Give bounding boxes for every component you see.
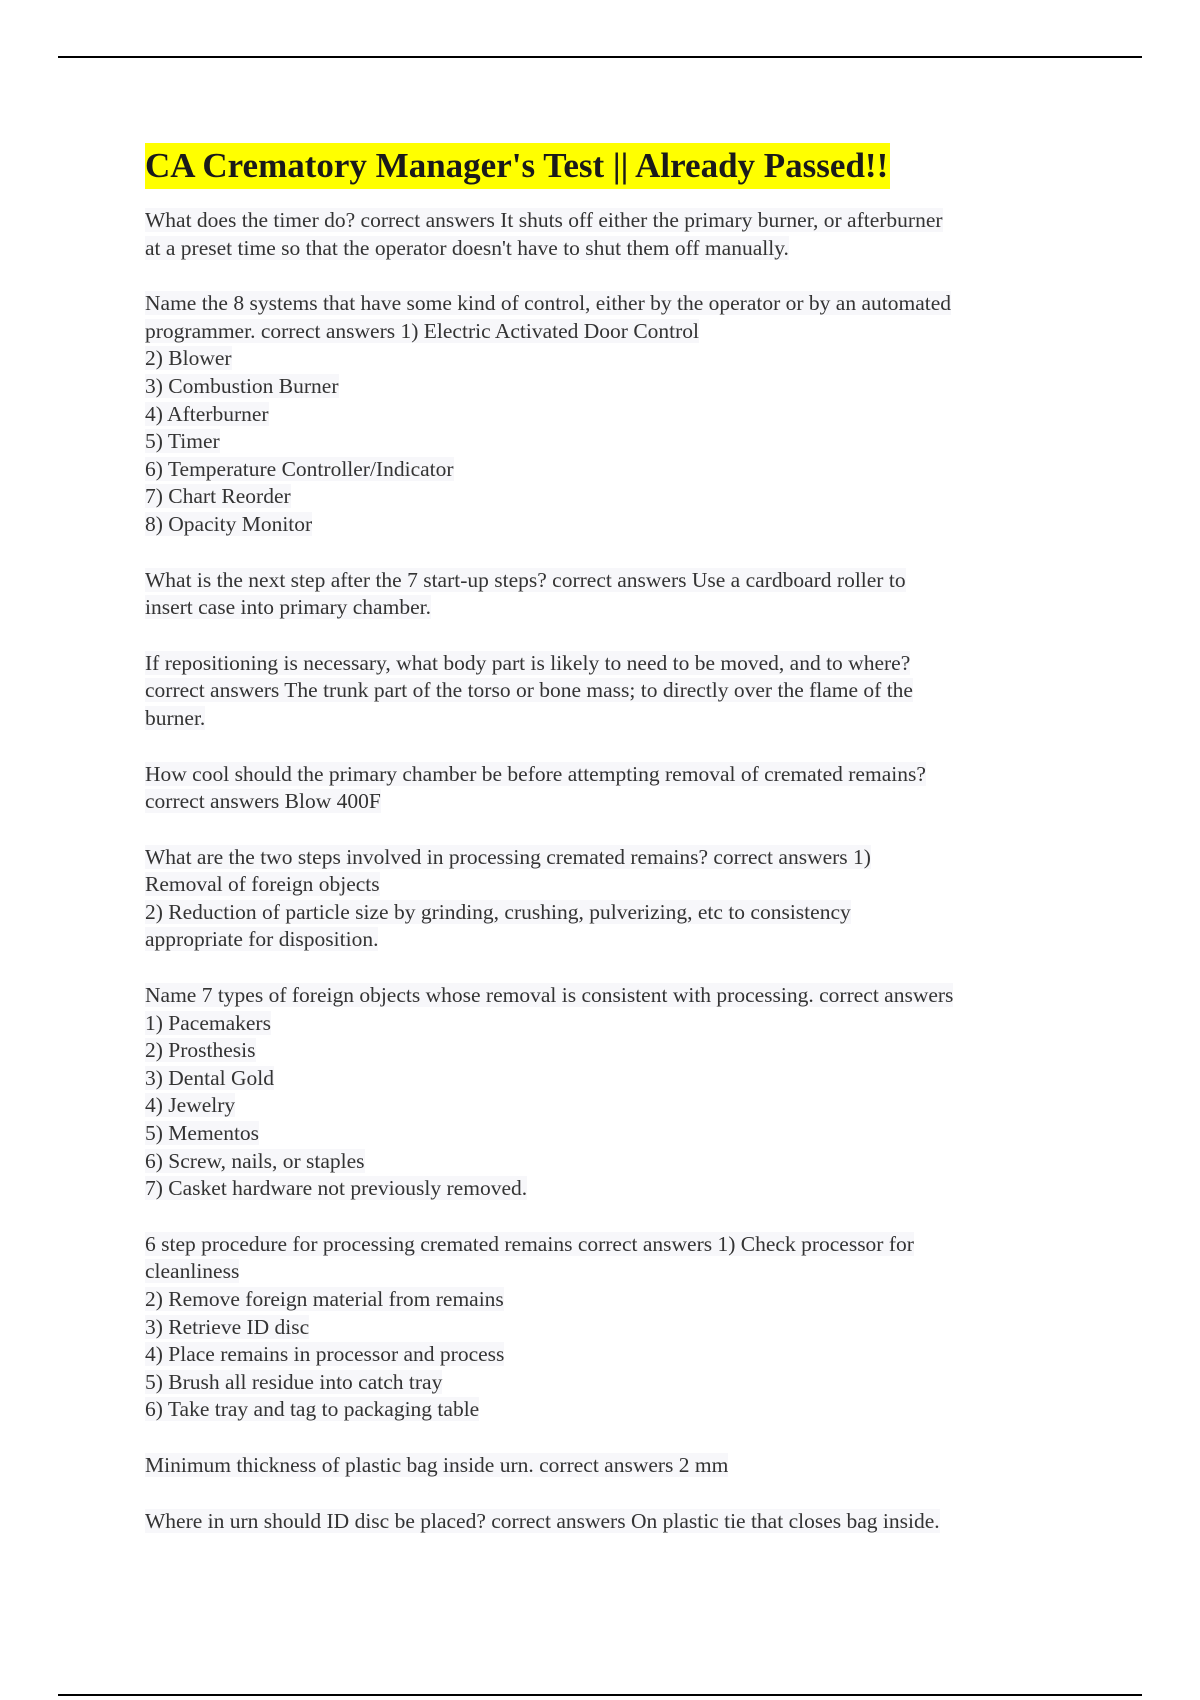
qa-line-text: cleanliness (145, 1259, 240, 1284)
qa-line (145, 1092, 1085, 1120)
qa-line (145, 650, 1085, 678)
qa-line-text: What is the next step after the 7 start-up steps? correct answers Use a cardboard roller to (145, 567, 906, 592)
qa-item (145, 290, 1085, 538)
qa-line-text: What does the timer do? correct answers It shuts off either the primary burner, or afterburner (145, 208, 943, 232)
qa-line (145, 1231, 1085, 1259)
qa-line-text: at a preset time so that the operator doesn't have to shut them off manually. (145, 235, 789, 260)
qa-line (145, 456, 1085, 484)
qa-line-text: Name 7 types of foreign objects whose removal is consistent with processing. correct answers (145, 983, 954, 1008)
qa-line (145, 483, 1085, 511)
qa-line-text: 3) Retrieve ID disc (145, 1314, 310, 1339)
qa-line (145, 1341, 1085, 1369)
qa-line-text: 4) Jewelry (145, 1093, 236, 1118)
qa-line-text: insert case into primary chamber. (145, 595, 431, 620)
qa-line (145, 594, 1085, 622)
qa-item (145, 1231, 1085, 1424)
qa-line (145, 401, 1085, 429)
qa-item (145, 1508, 1085, 1536)
qa-line-text: 6) Screw, nails, or staples (145, 1148, 365, 1173)
qa-line (145, 428, 1085, 456)
qa-line (145, 1065, 1085, 1093)
qa-line (145, 1508, 1085, 1536)
qa-line (145, 705, 1085, 733)
qa-line-text: Minimum thickness of plastic bag inside urn. correct answers 2 mm (145, 1452, 729, 1477)
qa-line (145, 1452, 1085, 1480)
qa-line-text: Where in urn should ID disc be placed? correct answers On plastic tie that closes bag inside. (145, 1508, 940, 1533)
qa-line-text: How cool should the primary chamber be before attempting removal of cremated remains? (145, 761, 926, 786)
qa-line-text: 5) Mementos (145, 1121, 260, 1146)
qa-line (145, 1037, 1085, 1065)
qa-line (145, 373, 1085, 401)
qa-line-text: correct answers Blow 400F (145, 789, 381, 814)
document-body (145, 143, 1085, 1563)
qa-line-text: 6 step procedure for processing cremated remains correct answers 1) Check processor for (145, 1231, 914, 1256)
qa-line (145, 982, 1085, 1010)
qa-line (145, 511, 1085, 539)
qa-line-text: 1) Pacemakers (145, 1010, 271, 1035)
qa-line (145, 1369, 1085, 1397)
qa-line (145, 1148, 1085, 1176)
qa-list (145, 207, 1085, 1535)
qa-line (145, 1120, 1085, 1148)
qa-line-text: 3) Dental Gold (145, 1065, 274, 1090)
qa-line (145, 677, 1085, 705)
qa-line (145, 1258, 1085, 1286)
qa-item (145, 982, 1085, 1203)
qa-line-text: 7) Casket hardware not previously removed. (145, 1176, 528, 1201)
qa-line-text: 2) Reduction of particle size by grinding, crushing, pulverizing, etc to consistency (145, 899, 851, 924)
qa-line (145, 899, 1085, 927)
qa-line-text: 4) Place remains in processor and process (145, 1342, 505, 1367)
qa-line-text: 7) Chart Reorder (145, 484, 291, 509)
top-rule (58, 56, 1142, 58)
qa-line-text: appropriate for disposition. (145, 927, 379, 952)
qa-line (145, 1175, 1085, 1203)
qa-line-text: 2) Blower (145, 346, 232, 371)
qa-line (145, 567, 1085, 595)
qa-line-text: correct answers The trunk part of the torso or bone mass; to directly over the flame of the (145, 678, 913, 703)
qa-line-text: burner. (145, 705, 206, 730)
bottom-rule (58, 1694, 1142, 1696)
qa-line (145, 871, 1085, 899)
qa-line-text: 5) Timer (145, 429, 220, 454)
qa-item (145, 650, 1085, 733)
qa-line-text: Removal of foreign objects (145, 872, 380, 897)
qa-line-text: 2) Prosthesis (145, 1038, 256, 1063)
qa-line (145, 290, 1085, 318)
qa-line (145, 926, 1085, 954)
qa-item (145, 844, 1085, 954)
qa-line (145, 235, 1085, 263)
qa-line-text: Name the 8 systems that have some kind of control, either by the operator or by an automated (145, 291, 952, 316)
qa-line-text: 2) Remove foreign material from remains (145, 1287, 504, 1311)
qa-item (145, 761, 1085, 816)
qa-line-text: 5) Brush all residue into catch tray (145, 1369, 443, 1394)
qa-line-text: 6) Take tray and tag to packaging table (145, 1397, 480, 1422)
qa-item (145, 207, 1085, 262)
qa-line-text: 6) Temperature Controller/Indicator (145, 456, 454, 481)
qa-line (145, 1010, 1085, 1038)
qa-line-text: 4) Afterburner (145, 401, 269, 426)
qa-line (145, 844, 1085, 872)
qa-line-text: programmer. correct answers 1) Electric Activated Door Control (145, 318, 700, 343)
qa-line (145, 1314, 1085, 1342)
qa-line (145, 318, 1085, 346)
qa-line-text: If repositioning is necessary, what body part is likely to need to be moved, and to where? (145, 650, 911, 675)
qa-line (145, 761, 1085, 789)
qa-line (145, 345, 1085, 373)
qa-line (145, 1396, 1085, 1424)
qa-item (145, 1452, 1085, 1480)
qa-line (145, 788, 1085, 816)
qa-line (145, 207, 1085, 235)
document-title: CA Crematory Manager's Test || Already Passed!! (145, 143, 890, 189)
qa-item (145, 567, 1085, 622)
qa-line-text: What are the two steps involved in processing cremated remains? correct answers 1) (145, 844, 871, 869)
qa-line (145, 1286, 1085, 1314)
qa-line-text: 8) Opacity Monitor (145, 511, 313, 536)
qa-line-text: 3) Combustion Burner (145, 373, 339, 398)
